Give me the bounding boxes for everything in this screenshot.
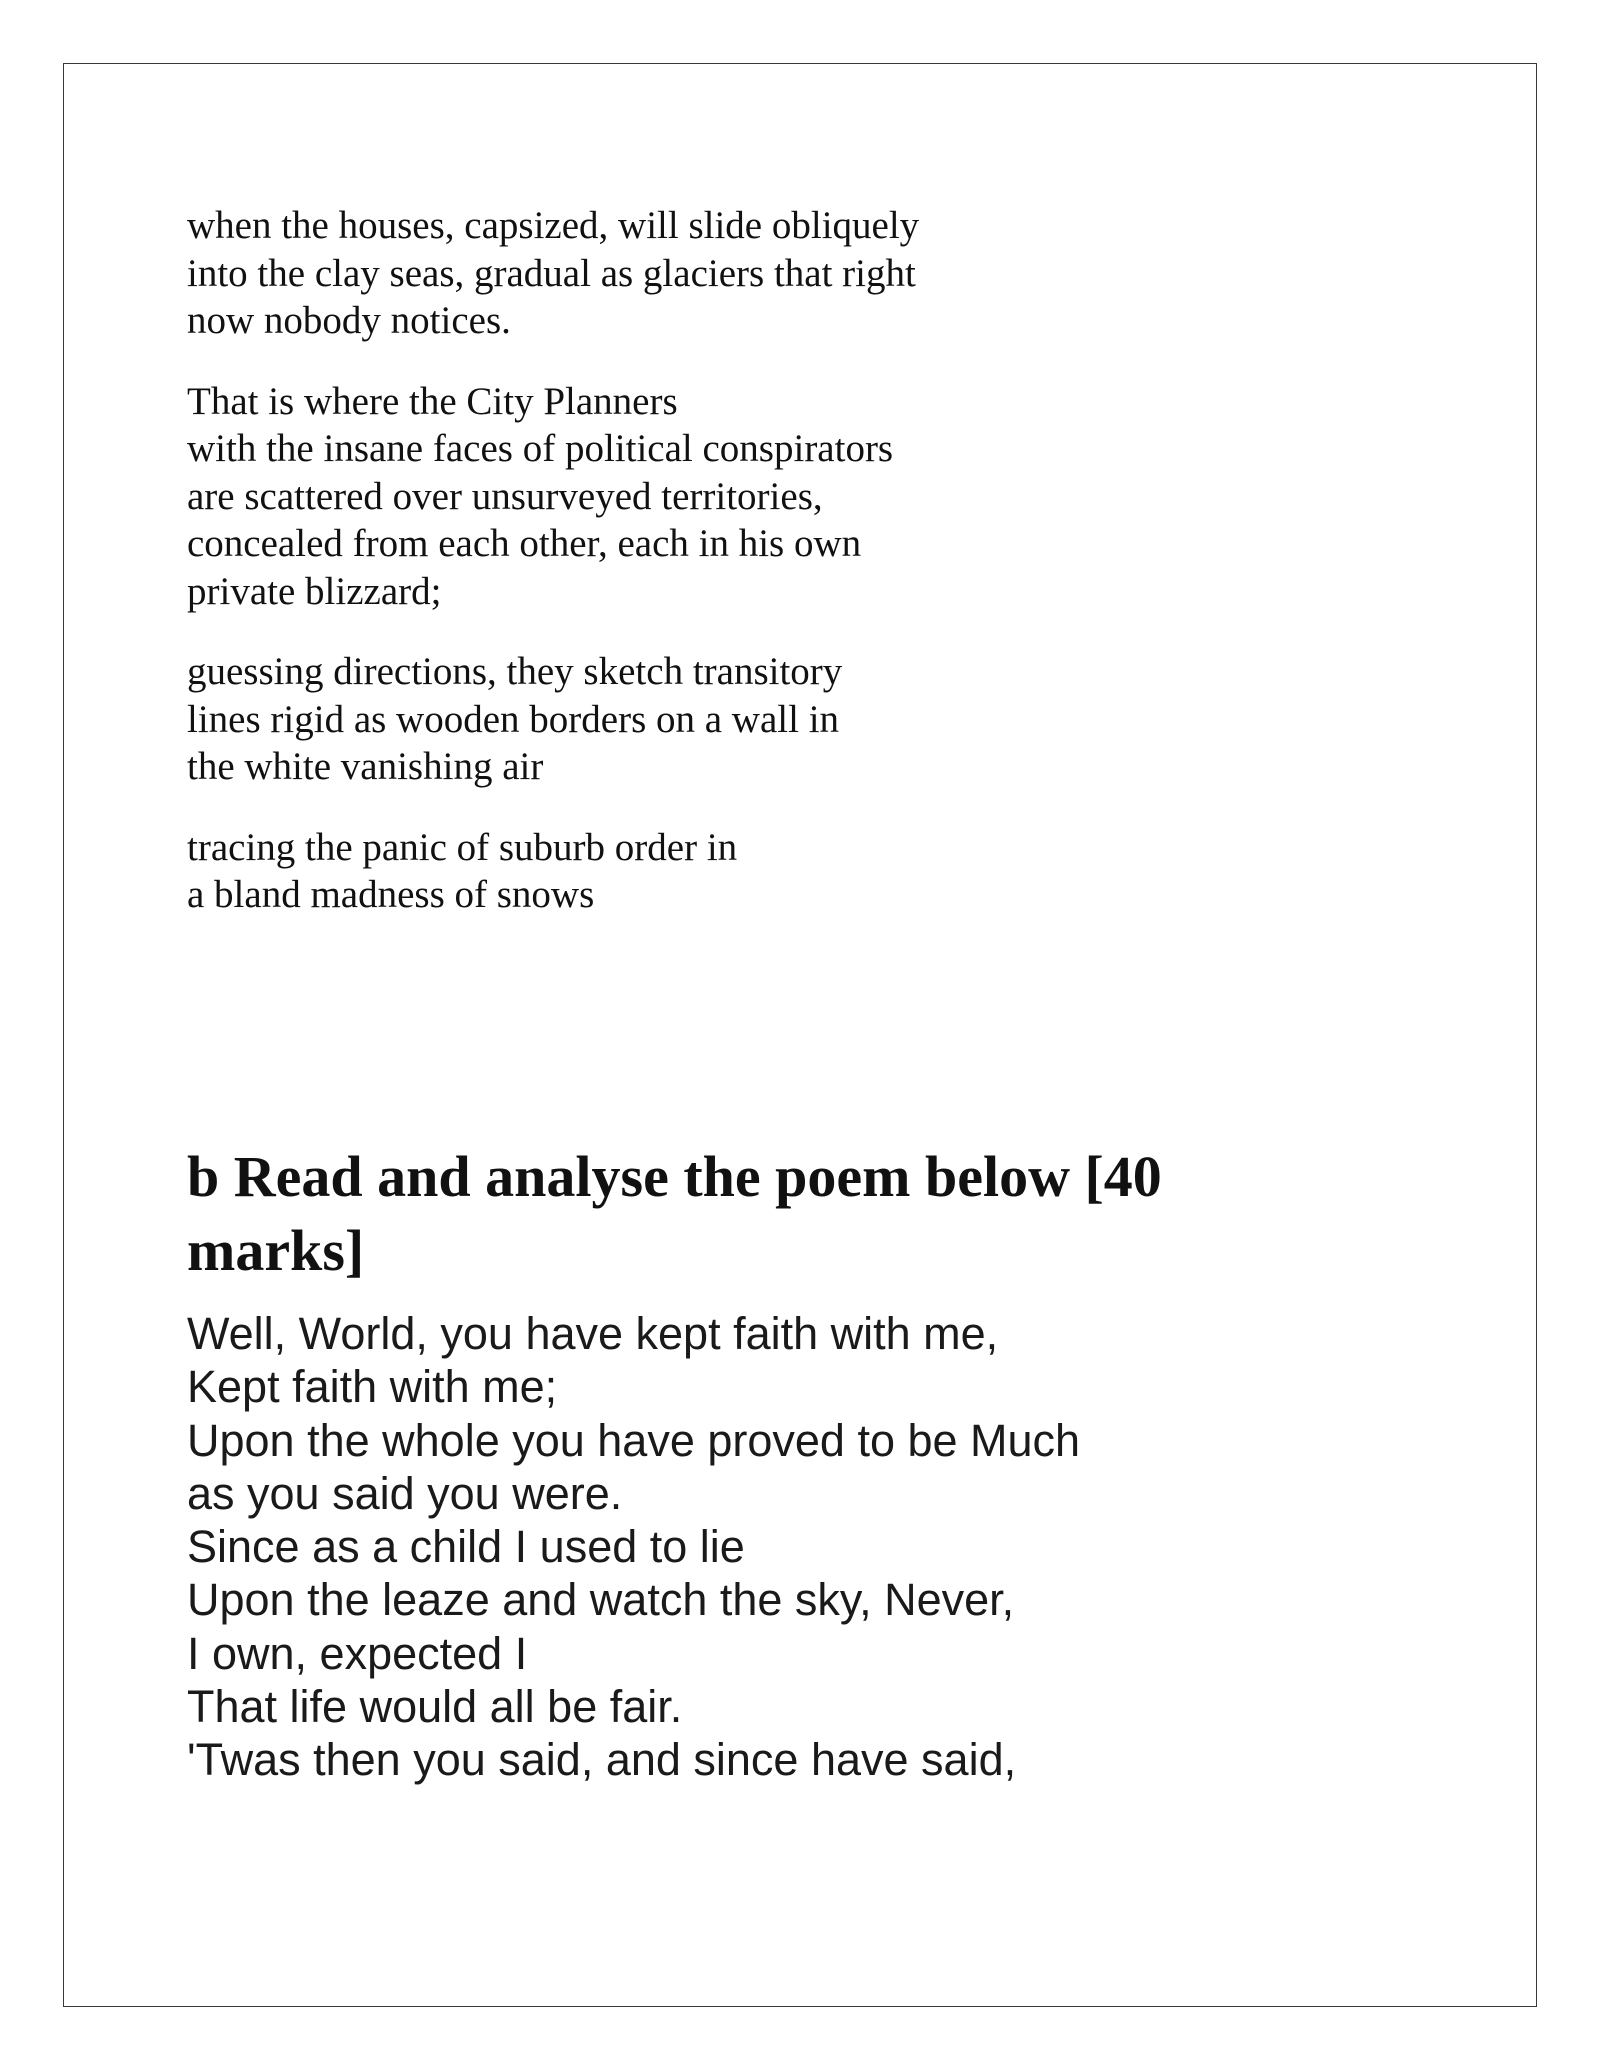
question-heading-line: b Read and analyse the poem below [40 xyxy=(187,1144,1162,1209)
excerpt-line: concealed from each other, each in his own xyxy=(187,522,862,565)
excerpt-stanza-2 xyxy=(187,378,1427,616)
excerpt-line: guessing directions, they sketch transitory xyxy=(187,650,843,693)
excerpt-line: are scattered over unsurveyed territories, xyxy=(187,474,823,518)
excerpt-line: private blizzard; xyxy=(187,569,442,613)
excerpt-line: That is where the City Planners xyxy=(187,379,678,423)
excerpt-line: now nobody notices. xyxy=(187,299,511,342)
excerpt-line: tracing the panic of suburb order in xyxy=(187,825,738,869)
excerpt-stanza-4 xyxy=(187,824,1427,919)
excerpt-line: lines rigid as wooden borders on a wall in xyxy=(187,697,840,741)
question-heading xyxy=(187,1140,1287,1288)
poem-line: Well, World, you have kept faith with me, xyxy=(187,1308,999,1359)
excerpt-line: when the houses, capsized, will slide obliquely xyxy=(187,204,920,247)
poem-line: I own, expected I xyxy=(187,1627,528,1679)
poem-line: That life would all be fair. xyxy=(187,1681,683,1733)
poem-line: Upon the whole you have proved to be Much xyxy=(187,1414,1081,1466)
excerpt-line: the white vanishing air xyxy=(187,745,544,788)
question-heading-line: marks] xyxy=(187,1218,365,1283)
poem-line: Upon the leaze and watch the sky, Never, xyxy=(187,1574,1015,1626)
excerpt-line: a bland madness of snows xyxy=(187,873,595,916)
poem-line: Kept faith with me; xyxy=(187,1361,558,1413)
poem-line: Since as a child I used to lie xyxy=(187,1521,745,1573)
page-content xyxy=(187,202,1427,1786)
excerpt-line: into the clay seas, gradual as glaciers that right xyxy=(187,251,916,295)
excerpt-stanza-3 xyxy=(187,648,1427,791)
excerpt-stanza-1 xyxy=(187,202,1427,345)
excerpt-line: with the insane faces of political conspirators xyxy=(187,427,894,470)
poem-line: 'Twas then you said, and since have said, xyxy=(187,1734,1017,1786)
poem-text xyxy=(187,1307,1080,1787)
poem-line: as you said you were. xyxy=(187,1467,623,1519)
